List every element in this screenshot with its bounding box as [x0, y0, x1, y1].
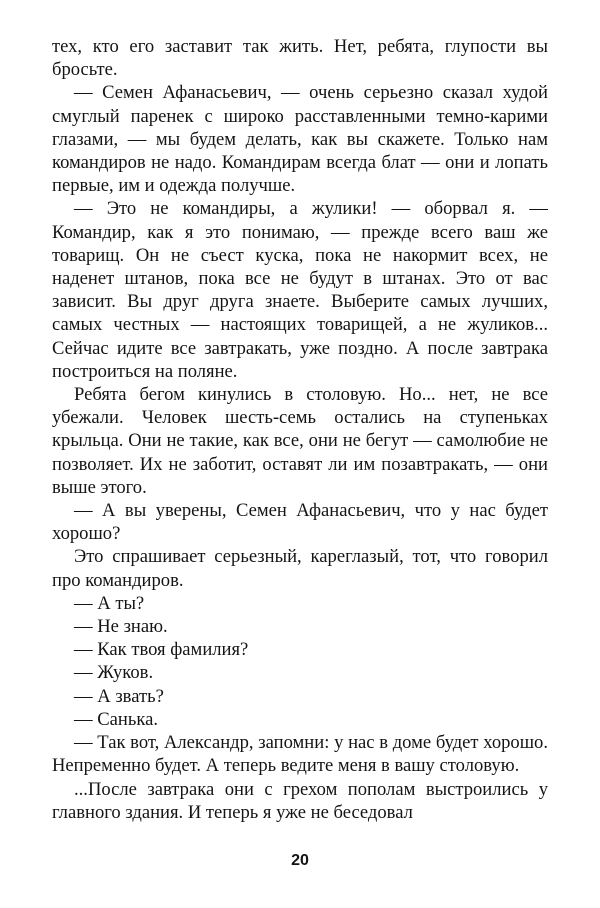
paragraph: — А ты? — [74, 592, 145, 614]
paragraph: — Семен Афанасьевич, — очень серьезно сказал худой смуглый паренек с широко расставленными темно-карими глазами, — мы будем делать, как вы скажете. Только нам командиров не надо. Командирам всегда блат — они и лопать первые, им и одежда получше. — [52, 82, 548, 197]
paragraph: — А вы уверены, Семен Афанасьевич, что у нас будет хорошо? — [52, 500, 548, 545]
paragraph: Ребята бегом кинулись в столовую. Но... нет, не все убежали. Человек шесть-семь остались на ступеньках крыльца. Они не такие, как все, они не бегут — самолюбие не позволяет. Их не заботит, оставят ли им позавтракать, — они выше этого. — [52, 384, 548, 498]
paragraph: — Санька. — [74, 708, 158, 730]
page-number: 20 — [291, 852, 309, 869]
paragraph: — Как твоя фамилия? — [74, 639, 249, 661]
paragraph: — Это не командиры, а жулики! — оборвал я. — Командир, как я это понимаю, — прежде всего ваш же товарищ. Он не съест куска, пока не накормит всех, не наденет штанов, пока все не будут в штанах. Это от вас зависит. Вы друг друга знаете. Выберите самых лучших, самых честных — настоящих товарищей, а не жуликов... Сейчас идите все завтракать, уже поздно. А после завтрака построиться на поляне. — [52, 198, 548, 382]
paragraph: Это спрашивает серьезный, кареглазый, тот, что говорил про командиров. — [52, 546, 548, 591]
paragraph: — А звать? — [74, 685, 164, 707]
paragraph: ...После завтрака они с грехом пополам выстроились у главного здания. И теперь я уже не беседовал — [52, 778, 548, 823]
paragraph: тех, кто его заставит так жить. Нет, ребята, глупости вы бросьте. — [52, 36, 548, 81]
paragraph: — Так вот, Александр, запомни: у нас в доме будет хорошо. Непременно будет. А теперь ведите меня в вашу столовую. — [52, 732, 548, 777]
paragraph: — Жуков. — [74, 662, 154, 684]
body-text — [52, 35, 548, 824]
paragraph: — Не знаю. — [74, 616, 168, 638]
